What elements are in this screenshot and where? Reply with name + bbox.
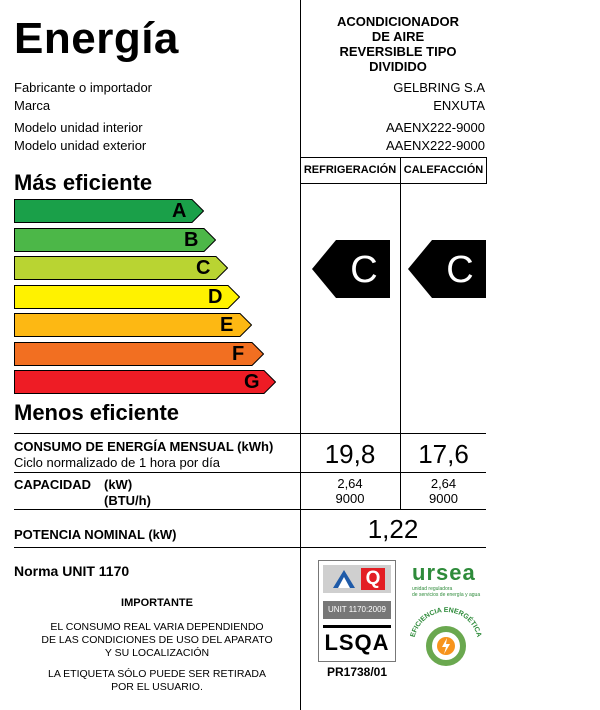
indoor-model-value: AAENX222-9000 [385,120,485,135]
efficiency-bar-d [14,285,240,309]
colhead-edge [486,157,487,184]
efficiency-letter-c: C [196,257,211,279]
efficiency-arrow-g [14,370,276,394]
ursea-subtitle [412,586,492,598]
manufacturer-label: Fabricante o importador [14,80,153,95]
header-rule [300,157,486,158]
efficiency-letter-f: F [232,342,245,365]
capacity-label: CAPACIDAD [14,477,92,492]
capacity-unit-kw: (kW) [104,477,133,492]
product-type [300,14,496,74]
rule-power [14,509,486,510]
nominal-power-value: 1,22 [367,514,419,544]
outdoor-model-label: Modelo unidad exterior [14,138,147,153]
efficiency-bar-f [14,342,264,366]
manufacturer-value: GELBRING S.A [393,80,485,95]
rule-capacity [14,472,486,473]
triangle-icon [331,568,357,590]
efficiency-badge [404,598,488,668]
rule-norma [14,547,486,548]
lsqa-certification-logo [318,560,396,662]
indoor-model-label: Modelo unidad interior [14,120,143,135]
importante-line: Y SU LOCALIZACIÓN [104,647,210,659]
efficiency-arrow-e [14,313,252,337]
product-line: DE AIRE [371,29,425,44]
product-line: REVERSIBLE TIPO [339,44,457,59]
q-mark: Q [361,568,385,590]
importante-line: DE LAS CONDICIONES DE USO DEL APARATO [41,634,273,646]
rule-consumption [14,433,486,434]
consumption-heating: 17,6 [418,439,469,469]
importante-text-2 [14,668,300,694]
most-efficient-label: Más eficiente [14,170,153,195]
main-divider [300,0,301,710]
efficiency-bar-b [14,228,216,252]
importante-line: POR EL USUARIO. [111,681,203,693]
efficiency-bar-a [14,199,204,223]
efficiency-letter-g: G [244,371,260,393]
capacity-unit-btu: (BTU/h) [104,493,151,508]
lsqa-text: LSQA [323,625,391,658]
efficiency-letter-b: B [184,228,199,251]
certification-code: PR1738/01 [326,665,388,679]
importante-line: EL CONSUMO REAL VARIA DEPENDIENDO [50,621,264,633]
product-line: ACONDICIONADOR [336,14,460,29]
consumption-label: CONSUMO DE ENERGÍA MENSUAL (kWh) [14,439,274,454]
product-line: DIVIDIDO [369,59,427,74]
norma-label: Norma UNIT 1170 [14,563,130,579]
rating-letter-cooling: C [350,249,378,291]
efficiency-bar-c [14,256,228,280]
outdoor-model-value: AAENX222-9000 [385,138,485,153]
rating-letter-heating: C [446,249,474,291]
badge-arc-text: EFICIENCIA ENERGÉTICA [409,606,483,639]
efficiency-letter-d: D [208,285,223,308]
importante-heading: IMPORTANTE [121,597,193,609]
efficiency-letter-e: E [220,314,234,336]
capacity-heating-kw: 2,64 [430,476,457,491]
importante-text-1 [14,621,300,660]
rating-arrow-cooling [312,240,390,298]
unit-standard: UNIT 1170:2009 [323,601,391,619]
consumption-sublabel: Ciclo normalizado de 1 hora por día [14,455,220,470]
ursea-subtitle-line: unidad reguladora [412,586,453,592]
consumption-cooling: 19,8 [324,439,376,469]
efficiency-arrow-f [14,342,264,366]
efficiency-bar-g [14,370,276,394]
brand-value: ENXUTA [433,98,485,113]
column-header-heating: CALEFACCIÓN [403,164,484,176]
least-efficient-label: Menos eficiente [14,400,180,425]
nominal-power-label: POTENCIA NOMINAL (kW) [14,527,177,542]
brand-label: Marca [14,98,51,113]
column-header-cooling: REFRIGERACIÓN [303,164,397,176]
colhead-rule [300,183,486,184]
rating-arrow-heating [408,240,486,298]
efficiency-letter-a: A [172,200,187,222]
ursea-subtitle-line: de servicios de energía y agua [412,592,481,598]
label-title: Energía [14,14,179,63]
capacity-cooling-kw: 2,64 [337,476,363,491]
efficiency-arrow-d [14,285,240,309]
efficiency-bar-e [14,313,252,337]
capacity-cooling-btu: 9000 [335,491,365,506]
importante-line: LA ETIQUETA SÓLO PUEDE SER RETIRADA [47,668,267,680]
logo-top-panel [323,565,391,593]
capacity-heating-btu: 9000 [429,491,458,506]
ursea-logo: ursea [412,560,476,585]
